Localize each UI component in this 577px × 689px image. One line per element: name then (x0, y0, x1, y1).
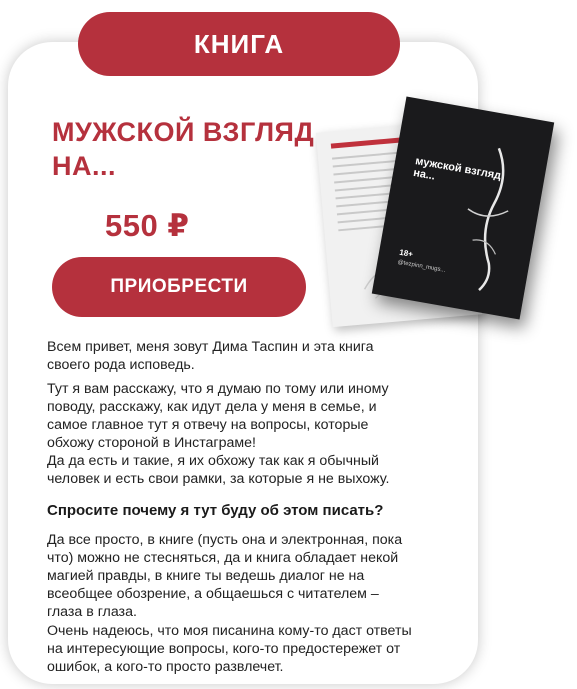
product-title-line2: НА... (52, 151, 117, 181)
product-title (52, 115, 342, 183)
price: 550 ₽ (105, 208, 190, 243)
book-cover-title: мужской взгляд на... (412, 155, 503, 183)
book-mockup (318, 98, 568, 330)
header-pill (78, 12, 400, 76)
description-paragraph-1: Всем привет, меня зовут Дима Таспин и эта книга своего рода исповедь. (47, 339, 374, 373)
description-paragraph-3: Да да есть и такие, я их обхожу так как я обычный человек и есть свои рамки, за которые я не выхожу. (47, 453, 390, 487)
description-question: Спросите почему я тут буду об этом писать? (47, 502, 384, 519)
book-age-rating: 18+ (398, 247, 414, 259)
description-paragraph-4: Да все просто, в книге (пусть она и электронная, пока что) можно не стесняться, да и книга обладает некой магией правды, в книге ты ведешь диалог не на всеобщее обозрение, а общаешься с читателем – глаза в глаза. (47, 532, 403, 620)
header-label: КНИГА (193, 28, 285, 59)
description-paragraph-5: Очень надеюсь, что моя писанина кому-то даст ответы на интересующие вопросы, кого-то предостережет от ошибок, а кого-то просто развлечет. (47, 623, 412, 675)
buy-button[interactable]: ПРИОБРЕСТИ (52, 257, 306, 317)
product-title-line1: МУЖСКОЙ ВЗГЛЯД (52, 117, 315, 147)
description-paragraph-2: Тут я вам расскажу, что я думаю по тому или иному поводу, расскажу, как идут дела у меня в семье, и самое главное тут я отвечу на вопросы, которые обхожу стороной в Инстаграме! (47, 381, 389, 451)
book-author: @tezpinn_mugs... (397, 259, 446, 274)
